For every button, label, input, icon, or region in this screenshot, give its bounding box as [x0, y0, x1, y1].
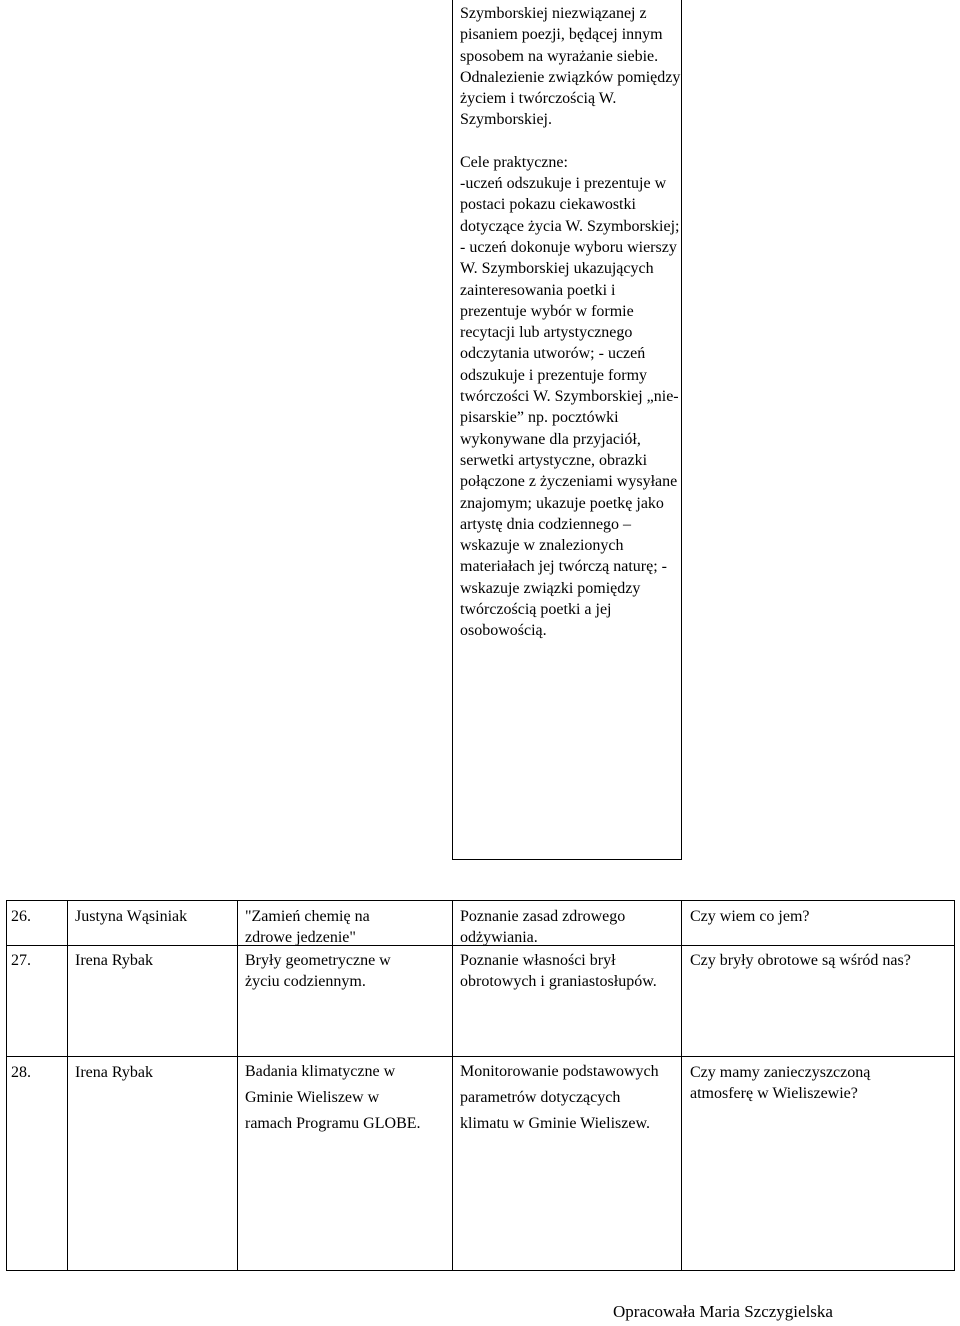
top-cell-paragraph-2: -uczeń odszukuje i prezentuje w postaci pokazu ciekawostki dotyczące życia W. Szymborskiej; - uczeń dokonuje wyboru wierszy W. Szymborskiej ukazujących zainteresowania poetki i prezentuje wybór w formie recytacji lub artystycznego odczytania utworów; - uczeń odszukuje i prezentuje formy twórczości W. Szymborskiej „nie-pisarskie” np. pocztówki wykonywane dla przyjaciół, serwetki artystyczne, obrazki połączone z życzeniami wysyłane znajomym; ukazuje poetkę jako artystę dnia codziennego – wskazuje w znalezionych materiałach jej twórczą naturę; - wskazuje związki pomiędzy twórczością poetki a jej osobowością. — [460, 175, 680, 640]
table-col-line-1 — [67, 900, 68, 1271]
row-26-goal: Poznanie zasad zdrowego odżywiania. — [460, 908, 626, 947]
top-cell-border-left — [452, 0, 453, 860]
row-28-title: Badania klimatyczne w Gminie Wieliszew w ramach Programu GLOBE. — [245, 1063, 421, 1132]
table-col-line-0 — [6, 900, 7, 1271]
row-27-author: Irena Rybak — [75, 952, 153, 969]
table-col-line-4 — [681, 900, 682, 1271]
table-col-line-2 — [237, 900, 238, 1271]
row-28-number: 28. — [11, 1064, 31, 1081]
row-26-number: 26. — [11, 908, 31, 925]
row-28-goal: Monitorowanie podstawowych parametrów dotyczących klimatu w Gminie Wieliszew. — [460, 1063, 659, 1132]
row-28-question: Czy mamy zanieczyszczoną atmosferę w Wieliszewie? — [690, 1064, 871, 1103]
footer-author: Opracowała Maria Szczygielska — [613, 1302, 833, 1321]
table-col-line-5 — [954, 900, 955, 1271]
top-cell-heading: Cele praktyczne: — [460, 153, 568, 171]
table-row28-border — [6, 1056, 954, 1057]
row-26-author: Justyna Wąsiniak — [75, 908, 188, 925]
top-table-bottom-border — [452, 859, 682, 860]
row-26-title: "Zamień chemię na zdrowe jedzenie" — [245, 908, 370, 947]
table-col-line-3 — [452, 900, 453, 1271]
row-27-title: Bryły geometryczne w życiu codziennym. — [245, 952, 391, 991]
top-cell-content — [460, 3, 682, 642]
table-bottom-border — [6, 1270, 954, 1271]
row-26-question: Czy wiem co jem? — [690, 908, 810, 925]
row-27-question: Czy bryły obrotowe są wśród nas? — [690, 952, 911, 969]
row-27-goal: Poznanie własności brył obrotowych i graniastosłupów. — [460, 952, 657, 991]
top-cell-paragraph-1: Szymborskiej niezwiązanej z pisaniem poezji, będącej innym sposobem na wyrażanie siebie. Odnalezienie związków pomiędzy życiem i twórczością W. Szymborskiej. — [460, 5, 681, 129]
row-27-number: 27. — [11, 952, 31, 969]
table-top-border — [6, 900, 954, 901]
row-28-author: Irena Rybak — [75, 1064, 153, 1081]
